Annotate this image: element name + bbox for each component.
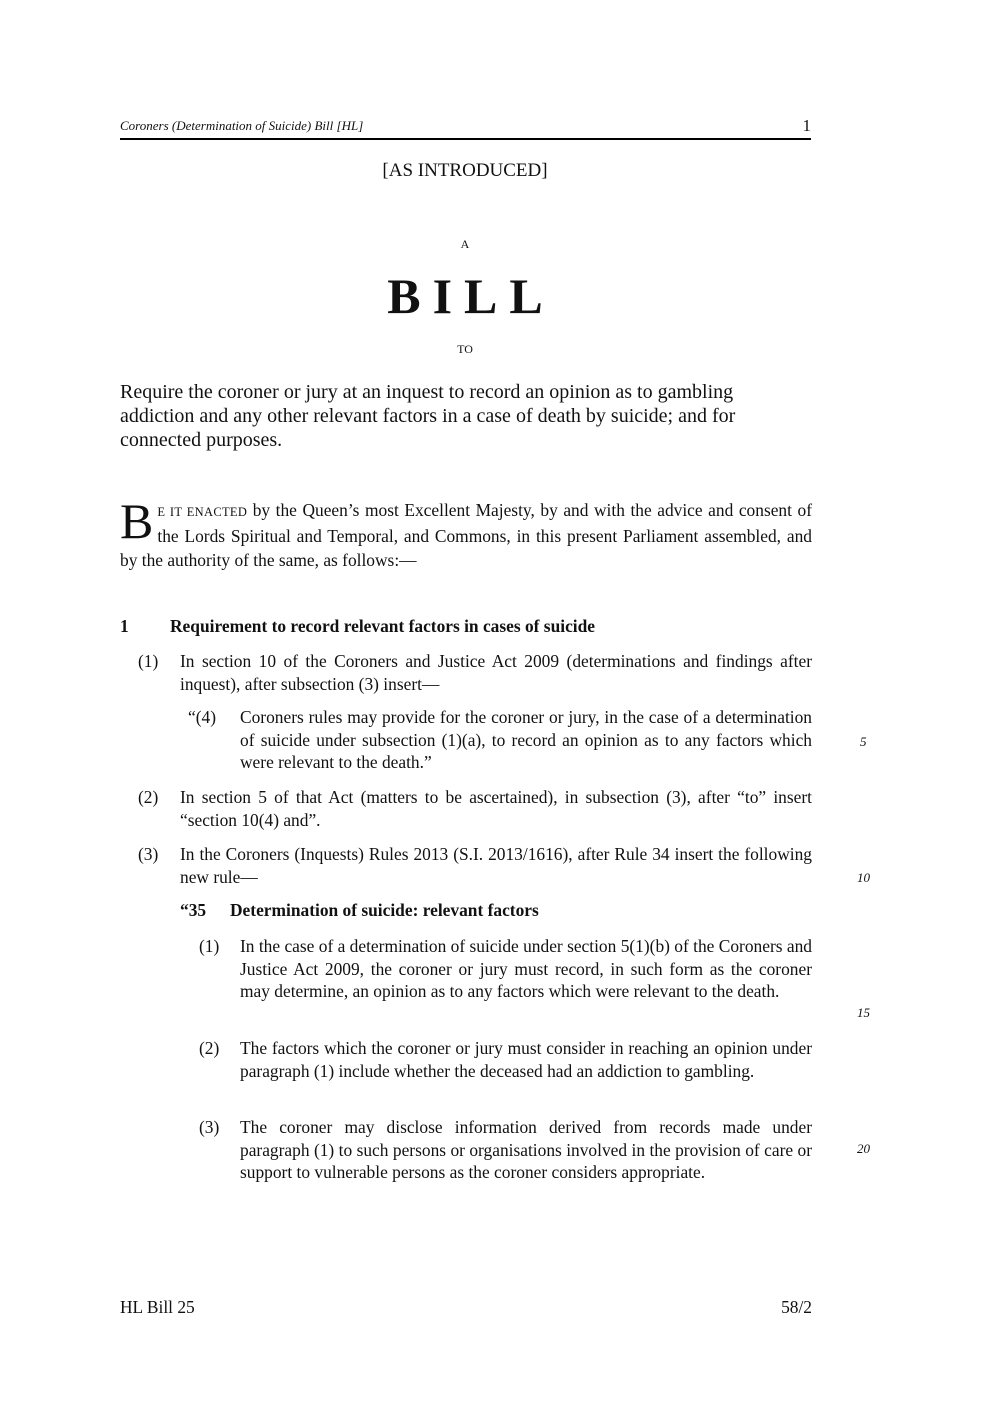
subsection-2 xyxy=(138,786,812,831)
inserted-text: Coroners rules may provide for the coroner or jury, in the case of a determination of suicide under subsection (1)(a), to record an opinion as to any factors which were relevant to the death.” xyxy=(240,707,812,772)
clause-number: 1 xyxy=(120,616,129,636)
paragraph-text: The factors which the coroner or jury must consider in reaching an opinion under paragraph (1) include whether the deceased had an addiction to gambling. xyxy=(240,1038,812,1081)
enacting-text: by the Queen’s most Excellent Majesty, by and with the advice and consent of the Lords Spiritual and Temporal, and Commons, in this present Parliament assembled, and by the authority of the same, as follows:— xyxy=(120,500,812,570)
subsection-label: (2) xyxy=(138,787,159,807)
long-title: Require the coroner or jury at an inquest to record an opinion as to gambling addiction and any other relevant factors in a case of death by suicide; and for connected purposes. xyxy=(120,381,736,451)
rule-title: Determination of suicide: relevant factors xyxy=(230,900,539,920)
enacting-small-caps: E IT ENACTED xyxy=(157,505,248,519)
subsection-1 xyxy=(138,650,812,695)
rule-number: “35 xyxy=(180,900,207,920)
enacting-formula xyxy=(120,493,812,572)
running-head xyxy=(120,118,811,140)
a-label: A xyxy=(460,237,470,251)
subsection-text: In section 5 of that Act (matters to be ascertained), in subsection (3), after “to” insert “section 10(4) and”. xyxy=(180,787,812,830)
bill-number: HL Bill 25 xyxy=(120,1297,195,1317)
subsection-label: (3) xyxy=(138,844,159,864)
inserted-label: “(4) xyxy=(188,707,216,727)
line-number-15: 15 xyxy=(857,1005,870,1020)
line-number-20: 20 xyxy=(857,1141,870,1156)
subsection-text: In section 10 of the Coroners and Justice Act 2009 (determinations and findings after inquest), after subsection (3) insert— xyxy=(180,651,812,694)
line-number-5: 5 xyxy=(860,734,867,749)
running-title: Coroners (Determination of Suicide) Bill [HL] xyxy=(120,118,364,133)
subsection-text: In the Coroners (Inquests) Rules 2013 (S.I. 2013/1616), after Rule 34 insert the following new rule— xyxy=(180,844,812,887)
paragraph-label: (1) xyxy=(199,936,220,956)
clause-title: Requirement to record relevant factors in cases of suicide xyxy=(170,616,596,636)
bill-status: [AS INTRODUCED] xyxy=(382,160,548,181)
rule-35-paragraph-3 xyxy=(199,1116,812,1184)
line-number-10: 10 xyxy=(857,870,870,885)
subsection-label: (1) xyxy=(138,651,159,671)
print-reference: 58/2 xyxy=(781,1297,812,1317)
rule-35-paragraph-1 xyxy=(199,935,812,1003)
drop-cap: B xyxy=(120,493,154,549)
subsection-3 xyxy=(138,843,812,888)
bill-title: BILL xyxy=(387,268,555,324)
paragraph-text: In the case of a determination of suicide under section 5(1)(b) of the Coroners and Justice Act 2009, the coroner or jury must record, in such form as the coroner may determine, an opinion as to any factors which were relevant to the death. xyxy=(240,936,812,1001)
page-number: 1 xyxy=(802,116,811,135)
inserted-subsection-4 xyxy=(188,706,812,774)
rule-35-paragraph-2 xyxy=(199,1037,812,1082)
paragraph-text: The coroner may disclose information derived from records made under paragraph (1) to such persons or organisations involved in the provision of care or support to vulnerable persons as the coroner considers appropriate. xyxy=(240,1117,812,1182)
paragraph-label: (2) xyxy=(199,1038,220,1058)
paragraph-label: (3) xyxy=(199,1117,220,1137)
rule-35-heading xyxy=(180,900,820,921)
page-footer xyxy=(120,1297,812,1318)
to-label: TO xyxy=(457,342,473,356)
